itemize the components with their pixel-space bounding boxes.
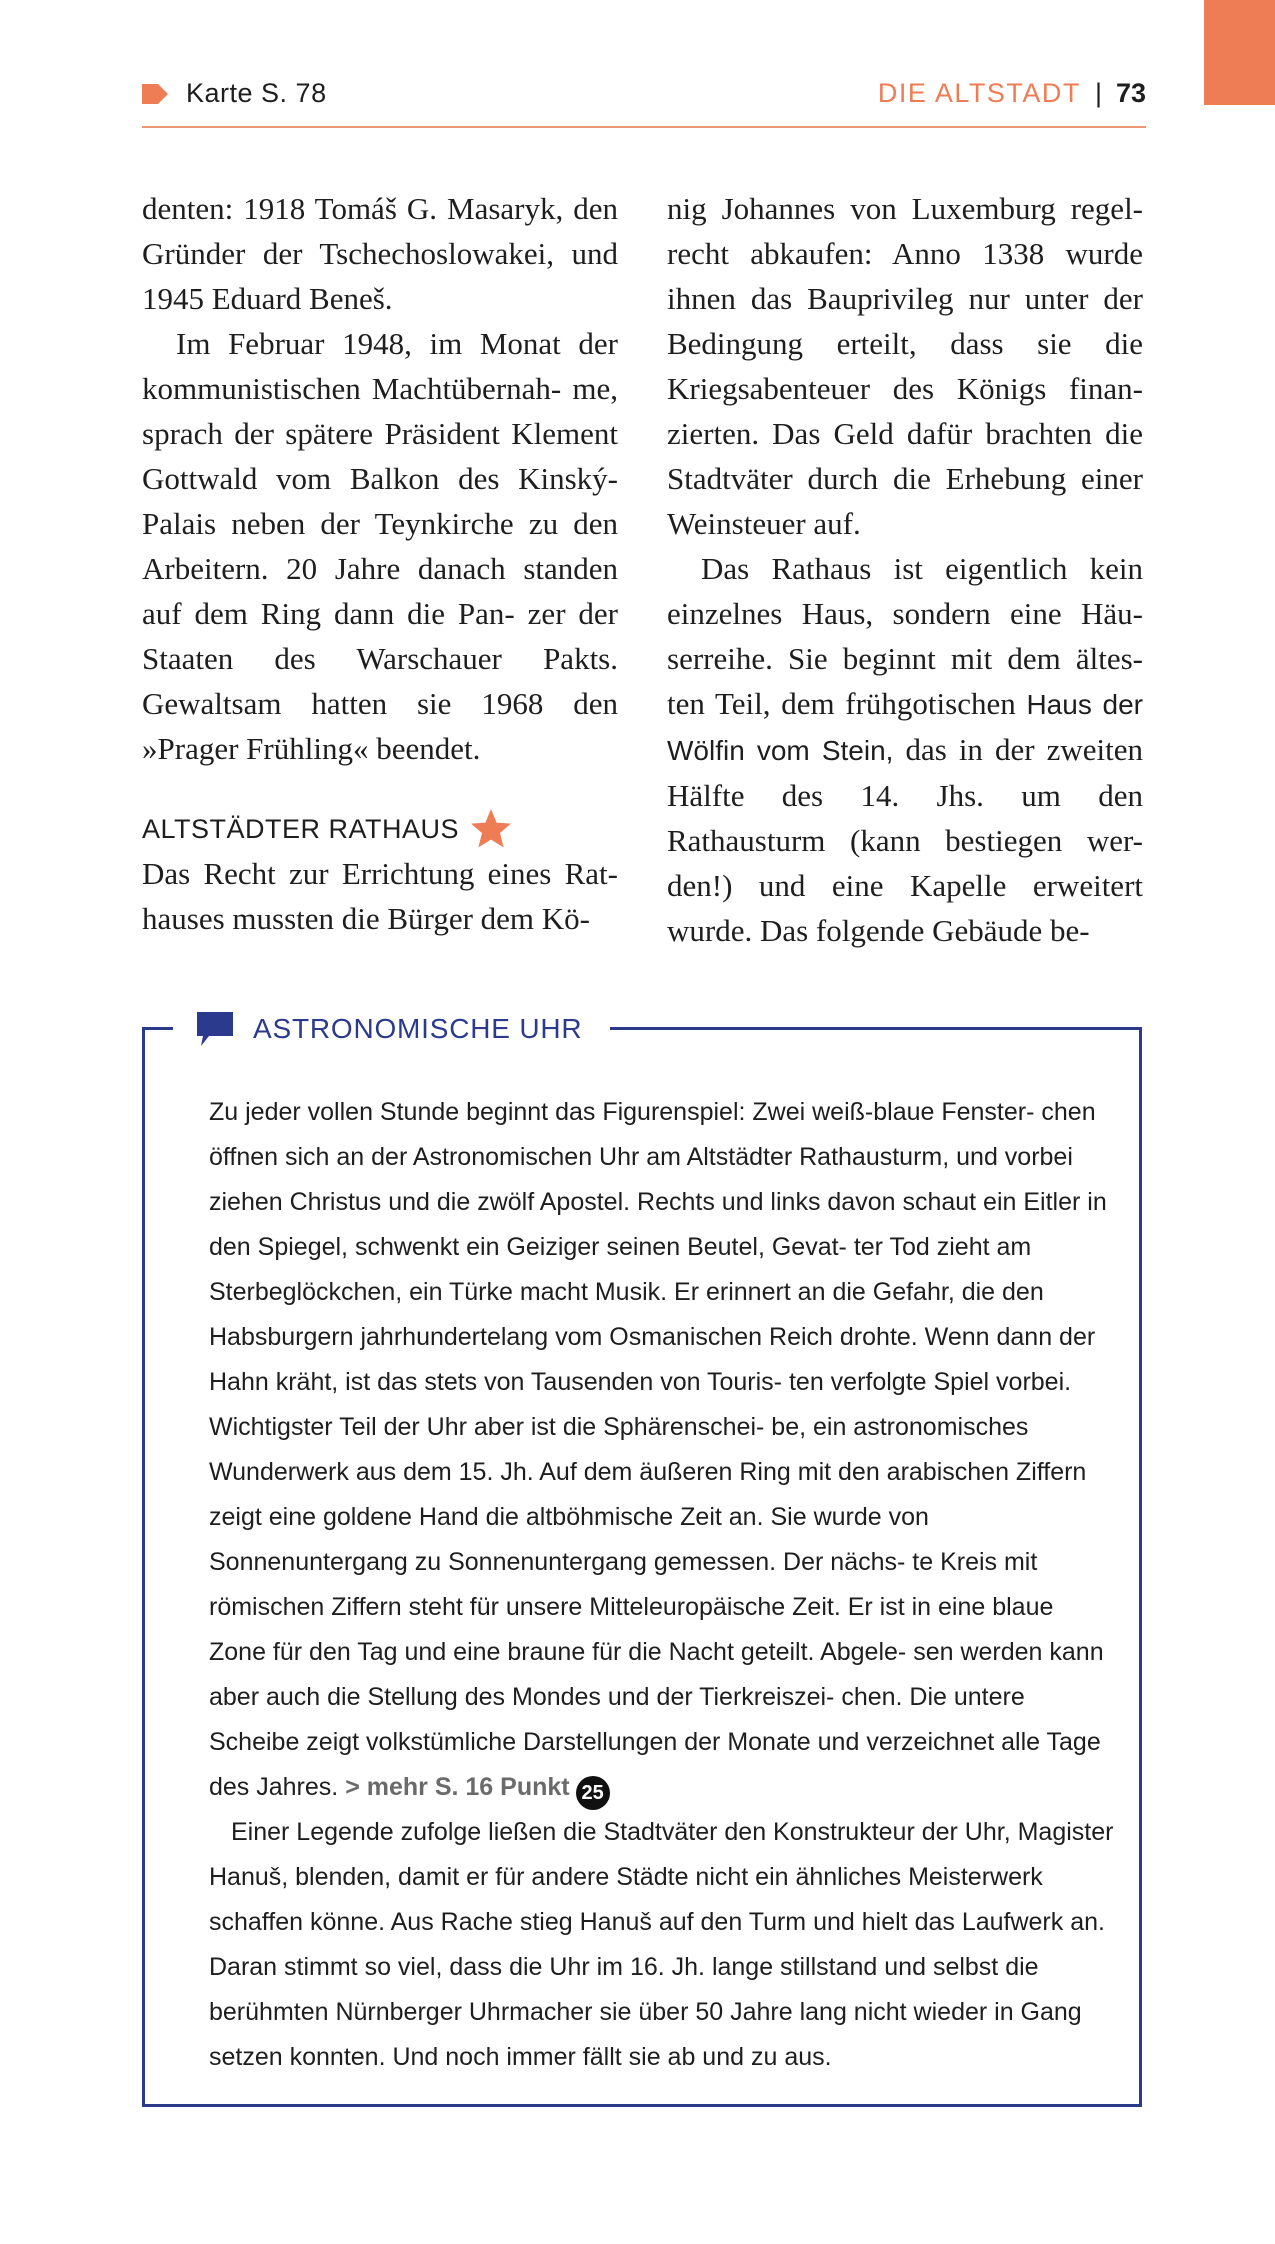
text-line: Bedingung erteilt, dass sie die xyxy=(667,326,1143,361)
star-icon xyxy=(469,807,513,851)
map-reference-text: Karte S. 78 xyxy=(186,78,327,108)
text-line: Klement Gottwald vom Balkon des xyxy=(142,416,619,496)
text-line: nicht wieder in Gang setzen konnten. Und noch immer fällt sie ab und zu aus. xyxy=(209,1998,1082,2071)
text-line: chen öffnen sich an der Astronomischen Uhr am Altstädter Rathausturm, xyxy=(209,1098,1096,1171)
text-line: einzelnes Haus, sondern eine Häu- xyxy=(667,596,1143,631)
paragraph xyxy=(142,321,618,771)
text-line: zierten. Das Geld dafür brachten die xyxy=(667,416,1143,451)
text-line: denten: 1918 Tomáš G. Masaryk, xyxy=(142,191,564,226)
text-line: Das Rathaus ist eigentlich kein xyxy=(701,551,1143,586)
text-line: Weinsteuer auf. xyxy=(667,506,861,541)
text-line: Kriegsabenteuer des Königs finan- xyxy=(667,371,1143,406)
point-number-badge: 25 xyxy=(576,1776,610,1810)
section-heading xyxy=(142,807,618,851)
text-fragment: verzeichnet alle Tage des Jahres. xyxy=(209,1728,1101,1801)
text-line: te Kreis mit römischen Ziffern steht für unsere Mitteleuropäische Zeit. Er ist xyxy=(209,1548,1038,1621)
text-line: zweiten Hälfte des 14. Jhs. um den xyxy=(667,732,1143,813)
left-column xyxy=(142,186,618,941)
paragraph xyxy=(209,1090,1114,1810)
place-name: Haus xyxy=(1026,689,1092,720)
info-box-heading: ASTRONOMISCHE UHR xyxy=(253,1013,583,1044)
page-number: 73 xyxy=(1115,78,1146,108)
right-column xyxy=(667,186,1143,953)
paragraph xyxy=(209,1810,1114,2080)
text-line: kommunistischen Machtübernah- xyxy=(142,371,562,406)
text-line: mit den arabischen Ziffern zeigt eine goldene Hand die altböhmische Zeit an. xyxy=(209,1458,1087,1531)
text-line: Im Februar 1948, im Monat der xyxy=(176,326,618,361)
text-line: zu den Arbeitern. 20 Jahre danach xyxy=(142,506,619,586)
map-reference xyxy=(142,78,327,109)
info-box xyxy=(142,1013,1142,2107)
text-fragment: das in der xyxy=(893,732,1035,767)
section-name: DIE ALTSTADT xyxy=(877,78,1081,108)
text-line: serreihe. Sie beginnt mit dem ältes- xyxy=(667,641,1143,676)
text-line: und 1945 Eduard Beneš. xyxy=(142,236,619,316)
section-info xyxy=(878,78,1146,109)
text-line: Kinský-Palais neben der Teynkirche xyxy=(142,461,618,541)
heading-text: ALTSTÄDTER RATHAUS xyxy=(142,813,460,844)
text-line: chen. Die untere Scheibe zeigt volkstümliche Darstellungen der Monate und xyxy=(209,1683,1025,1756)
text-line: Magister Hanuš, blenden, damit er für andere Städte nicht ein ähnliches xyxy=(209,1818,1114,1891)
text-line: den »Prager Frühling« beendet. xyxy=(142,686,619,766)
arrow-icon xyxy=(142,84,168,104)
text-line: ter Tod zieht am Sterbeglöckchen, ein Türke macht Musik. Er erinnert an die xyxy=(209,1233,1032,1306)
text-line: Stadtväter durch die Erhebung einer xyxy=(667,461,1143,496)
text-line: Das Recht zur Errichtung eines Rat- xyxy=(142,856,618,891)
text-line: nig Johannes von Luxemburg regel- xyxy=(667,191,1143,226)
text-line: Gefahr, die den Habsburgern jahrhundertelang vom Osmanischen Reich xyxy=(209,1278,1044,1351)
text-line: das Laufwerk an. Daran stimmt so viel, dass die Uhr im 16. Jh. lange stillstand xyxy=(209,1908,1105,1981)
text-line: Zu jeder vollen Stunde beginnt das Figurenspiel: Zwei weiß-blaue Fenster- xyxy=(209,1098,1035,1126)
text-line: und vorbei ziehen Christus und die zwölf Apostel. Rechts und links davon xyxy=(209,1143,1073,1216)
text-line xyxy=(667,686,1092,721)
text-line: drohte. Wenn dann der Hahn kräht, ist das stets von Tausenden von Touris- xyxy=(209,1323,1096,1396)
info-box-body xyxy=(209,1090,1114,2080)
text-line: hauses mussten die Bürger dem Kö- xyxy=(142,901,590,936)
speech-bubble-icon xyxy=(195,1010,235,1048)
paragraph xyxy=(667,546,1143,953)
text-line: be, ein astronomisches Wunderwerk aus dem 15. Jh. Auf dem äußeren Ring xyxy=(209,1413,1029,1486)
text-line: zer der Staaten des Warschauer xyxy=(142,596,619,676)
text-fragment: ten Teil, dem frühgotischen xyxy=(667,686,1027,721)
text-line: den Gründer der Tschechoslowakei, xyxy=(142,191,619,271)
paragraph xyxy=(142,186,618,321)
running-header xyxy=(142,78,1146,128)
text-line: recht abkaufen: Anno 1338 wurde xyxy=(667,236,1143,271)
paragraph xyxy=(667,186,1143,546)
text-line: und selbst die berühmten Nürnberger Uhrmacher sie über 50 Jahre lang xyxy=(209,1953,1039,2026)
text-line: me, sprach der spätere Präsident xyxy=(142,371,619,451)
text-line: wurde. Das folgende Gebäude be- xyxy=(667,913,1090,948)
text-line: den!) und eine Kapelle erweitert xyxy=(667,868,1143,903)
text-line: sen werden kann aber auch die Stellung des Mondes und der Tierkreiszei- xyxy=(209,1638,1104,1711)
text-line: ihnen das Bauprivileg nur unter der xyxy=(667,281,1143,316)
cross-reference-link[interactable]: > mehr S. 16 Punkt xyxy=(345,1773,570,1801)
text-line: Meisterwerk schaffen könne. Aus Rache stieg Hanuš auf den Turm und hielt xyxy=(209,1863,1043,1936)
text-line: in eine blaue Zone für den Tag und eine braune für die Nacht geteilt. Abgele- xyxy=(209,1593,1054,1666)
text-line: Sie wurde von Sonnenuntergang zu Sonnenuntergang gemessen. Der nächs- xyxy=(209,1503,929,1576)
info-box-title xyxy=(173,1008,610,1050)
text-line: schaut ein Eitler in den Spiegel, schwenkt ein Geiziger seinen Beutel, Gevat- xyxy=(209,1188,1107,1261)
text-line: standen auf dem Ring dann die Pan- xyxy=(142,551,619,631)
chapter-tab xyxy=(1204,0,1275,105)
header-separator: | xyxy=(1094,78,1102,108)
text-line: Einer Legende zufolge ließen die Stadtväter den Konstrukteur der Uhr, xyxy=(231,1818,1011,1846)
text-line: ten verfolgte Spiel vorbei. Wichtigster Teil der Uhr aber ist die Sphärenschei- xyxy=(209,1368,1072,1441)
place-name: der Wölfin vom Stein, xyxy=(667,689,1143,766)
text-line: Rathausturm (kann bestiegen wer- xyxy=(667,823,1143,858)
paragraph xyxy=(142,851,618,941)
text-line: Pakts. Gewaltsam hatten sie 1968 xyxy=(142,641,618,721)
